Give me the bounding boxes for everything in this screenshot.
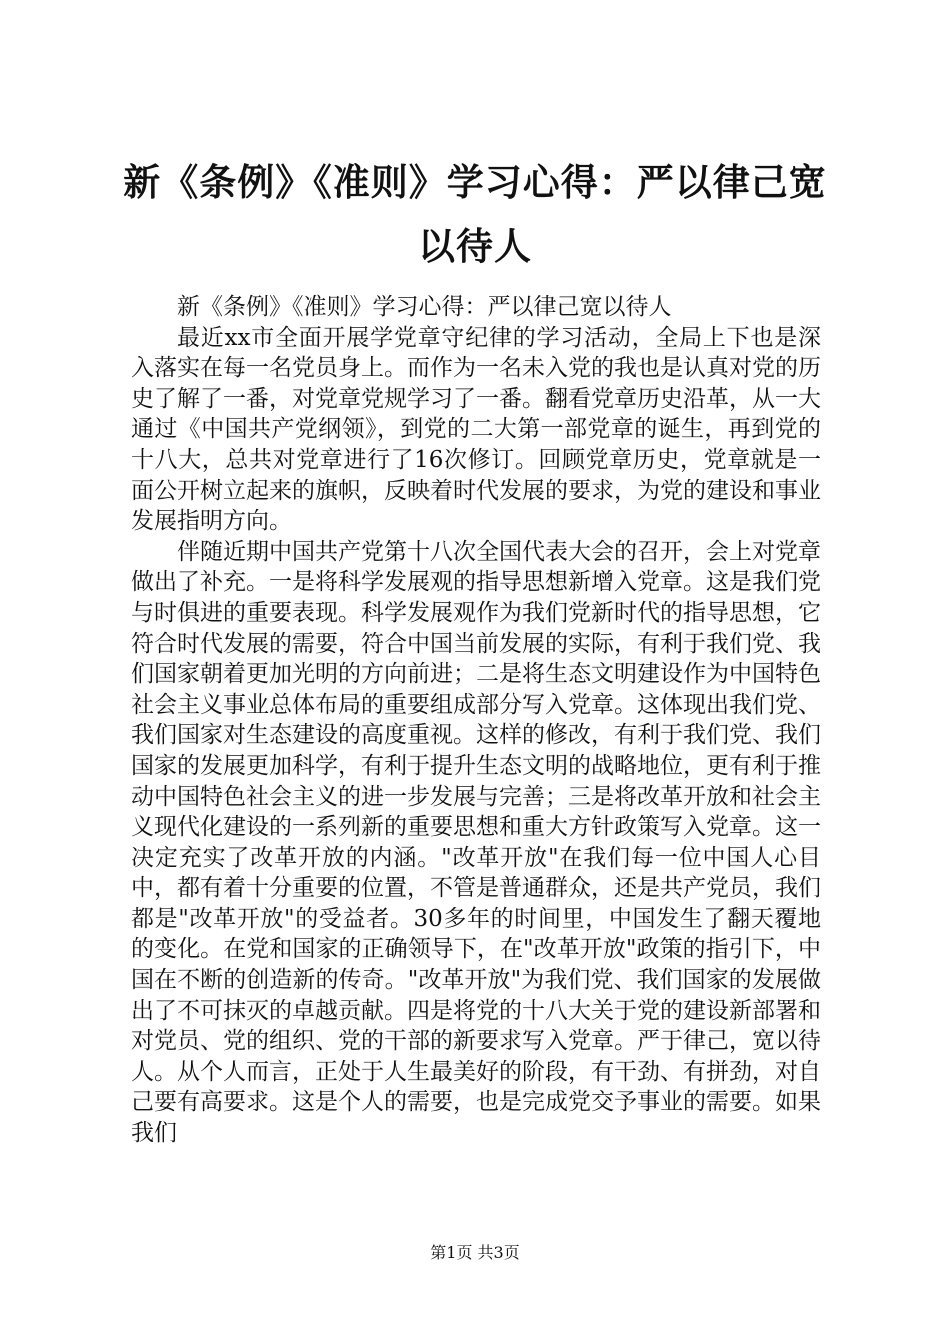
paragraph-subtitle: 新《条例》《准则》学习心得：严以律己宽以待人 — [177, 294, 672, 320]
document-title: 新《条例》《准则》学习心得：严以律己宽以待人 — [123, 160, 827, 268]
paragraph-2: 伴随近期中国共产党第十八次全国代表大会的召开，会上对党章做出了补充。一是将科学发展观的指导思想新增入党章。这是我们党与时俱进的重要表现。科学发展观作为我们党新时代的指导思想，它符合时代发展的需要，符合中国当前发展的实际，有利于我们党、我们国家朝着更加光明的方向前进；二是将生态文明建设作为中国特色社会主义事业总体布局的重要组成部分写入党章。这体现出我们党、我们国家对生态建设的高度重视。这样的修改，有利于我们党、我们国家的发展更加科学，有利于提升生态文明的战略地位，更有利于推动中国特色社会主义的进一步发展与完善；三是将改革开放和社会主义现代化建设的一系列新的重要思想和重大方针政策写入党章。这一决定充实了改革开放的内涵。"改革开放"在我们每一位中国人心目中，都有着十分重要的位置，不管是普通群众，还是共产党员，我们都是"改革开放"的受益者。30多年的时间里，中国发生了翻天覆地的变化。在党和国家的正确领导下，在"改革开放"政策的指引下，中国在不断的创造新的传奇。"改革开放"为我们党、我们国家的发展做出了不可抹灭的卓越贡献。四是将党的十八大关于党的建设新部署和对党员、党的组织、党的干部的新要求写入党章。严于律己，宽以待人。从个人而言，正处于人生最美好的阶段，有干劲、有拼劲，对自己要有高要求。这是个人的需要，也是完成党交予事业的需要。如果我们 — [131, 538, 821, 1147]
paragraph-1: 最近xx市全面开展学党章守纪律的学习活动，全局上下也是深入落实在每一名党员身上。而作为一名未入党的我也是认真对党的历史了解了一番，对党章党规学习了一番。翻看党章历史沿革，从一大通过《中国共产党纲领》，到党的二大第一部党章的诞生，再到党的十八大，总共对党章进行了16次修订。回顾党章历史，党章就是一面公开树立起来的旗帜，反映着时代发展的要求，为党的建设和事业发展指明方向。 — [131, 324, 821, 535]
page-number-footer: 第1页 共3页 — [430, 1243, 520, 1262]
document-body — [131, 292, 821, 1149]
